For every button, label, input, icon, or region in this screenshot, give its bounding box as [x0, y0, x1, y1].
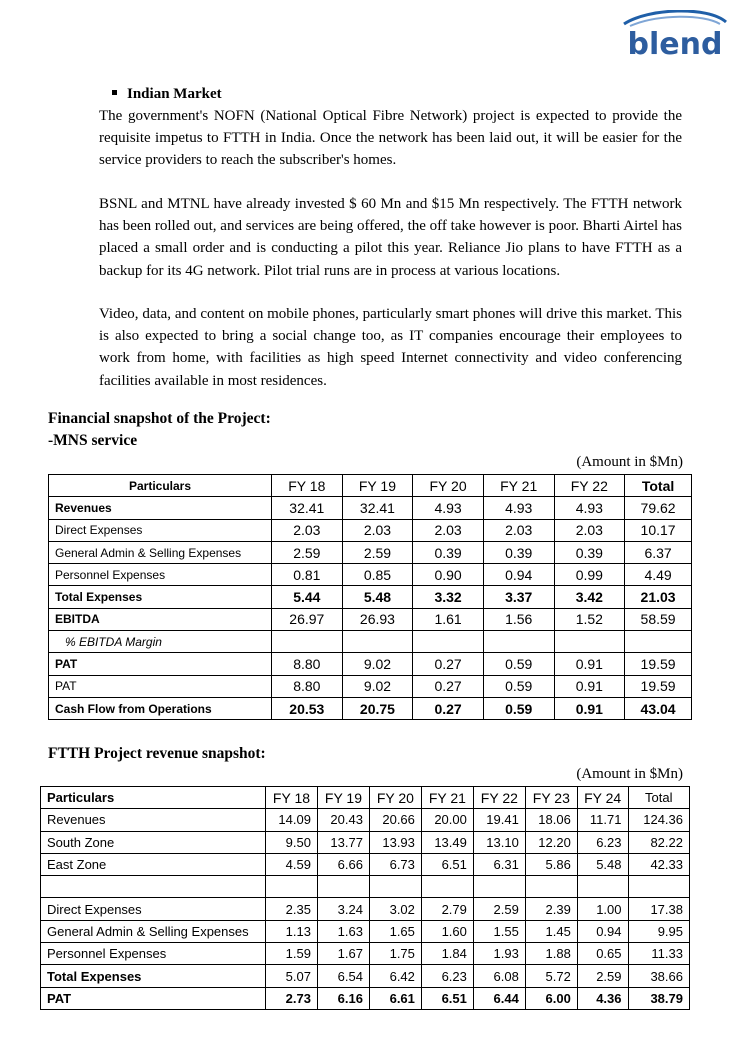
table-cell: [421, 876, 473, 898]
table-cell: 4.59: [266, 853, 318, 875]
table-cell: 2.03: [554, 519, 625, 541]
table-cell: 3.02: [369, 898, 421, 920]
table-cell: 11.71: [577, 809, 628, 831]
table-cell: 43.04: [625, 697, 692, 719]
header-fy21: FY 21: [421, 787, 473, 809]
table-cell: [369, 876, 421, 898]
table-cell: [577, 876, 628, 898]
table-cell: 0.81: [272, 564, 343, 586]
table-cell: 0.91: [554, 653, 625, 675]
ftth-snapshot-heading: FTTH Project revenue snapshot:: [48, 745, 266, 762]
row-label: PAT: [41, 987, 266, 1009]
table-cell: 6.66: [317, 853, 369, 875]
table-cell: 0.39: [413, 541, 484, 563]
table-cell: 0.90: [413, 564, 484, 586]
table-row: [49, 519, 692, 541]
header-total: Total: [628, 787, 690, 809]
table-row: [41, 853, 690, 875]
table-cell: 82.22: [628, 831, 690, 853]
table-row: [41, 876, 690, 898]
table-cell: 32.41: [342, 497, 413, 519]
table-cell: 18.06: [525, 809, 577, 831]
table-row: [41, 920, 690, 942]
table-cell: 4.93: [483, 497, 554, 519]
amount-note-mns: (Amount in $Mn): [576, 454, 683, 470]
table-cell: 9.02: [342, 675, 413, 697]
paragraph-1: The government's NOFN (National Optical Fibre Network) project is expected to provide the requisite impetus to FTTH in India. Once the network has been laid out, it will be easier for the service providers to reach the subscriber's homes.: [99, 108, 682, 169]
row-label: General Admin & Selling Expenses: [41, 920, 266, 942]
table-cell: 2.59: [342, 541, 413, 563]
table-cell: 1.75: [369, 943, 421, 965]
table-cell: 6.54: [317, 965, 369, 987]
table-cell: 58.59: [625, 608, 692, 630]
table-header-row: [41, 787, 690, 809]
row-label: East Zone: [41, 853, 266, 875]
table-cell: 3.32: [413, 586, 484, 608]
header-total: Total: [625, 475, 692, 497]
table-cell: 26.97: [272, 608, 343, 630]
table-header-row: [49, 475, 692, 497]
header-particulars: Particulars: [49, 475, 272, 497]
table-cell: [272, 631, 343, 653]
table-cell: 20.66: [369, 809, 421, 831]
logo-text: blend: [627, 27, 723, 60]
table-cell: [625, 631, 692, 653]
row-label: Direct Expenses: [49, 519, 272, 541]
table-cell: 42.33: [628, 853, 690, 875]
table-cell: 6.44: [473, 987, 525, 1009]
table-cell: [266, 876, 318, 898]
table-cell: 0.27: [413, 653, 484, 675]
table-cell: 0.59: [483, 697, 554, 719]
table-cell: 2.03: [483, 519, 554, 541]
table-cell: 0.39: [554, 541, 625, 563]
table-cell: [554, 631, 625, 653]
row-label: Personnel Expenses: [41, 943, 266, 965]
table-cell: 1.65: [369, 920, 421, 942]
header-fy19: FY 19: [317, 787, 369, 809]
table-cell: 38.79: [628, 987, 690, 1009]
table-cell: 10.17: [625, 519, 692, 541]
table-cell: 2.03: [342, 519, 413, 541]
table-cell: 1.13: [266, 920, 318, 942]
table-cell: 5.48: [577, 853, 628, 875]
table-cell: 5.48: [342, 586, 413, 608]
table-row: [49, 564, 692, 586]
header-fy18: FY 18: [272, 475, 343, 497]
table-cell: 1.88: [525, 943, 577, 965]
table-row: [41, 943, 690, 965]
header-particulars: Particulars: [41, 787, 266, 809]
table-cell: 20.53: [272, 697, 343, 719]
table-cell: 0.65: [577, 943, 628, 965]
table-cell: 11.33: [628, 943, 690, 965]
row-label: [41, 876, 266, 898]
table-cell: 0.27: [413, 697, 484, 719]
table-cell: [317, 876, 369, 898]
table-cell: 124.36: [628, 809, 690, 831]
table-cell: 6.51: [421, 853, 473, 875]
table-cell: 2.59: [577, 965, 628, 987]
table-row: [41, 831, 690, 853]
table-cell: [342, 631, 413, 653]
table-cell: 6.51: [421, 987, 473, 1009]
table-cell: 26.93: [342, 608, 413, 630]
table-cell: 5.07: [266, 965, 318, 987]
table-cell: 6.23: [421, 965, 473, 987]
paragraph-3: Video, data, and content on mobile phones, particularly smart phones will drive this market. This is also expected to bring a social change too, as IT companies encourage their employees to work from home, with facilities as high speed Internet connectivity and video conferencing facilities available in most residences.: [99, 306, 682, 389]
table-cell: 13.93: [369, 831, 421, 853]
table-cell: 1.61: [413, 608, 484, 630]
ftth-revenue-table: [40, 786, 690, 1010]
table-cell: 20.75: [342, 697, 413, 719]
table-cell: 19.59: [625, 675, 692, 697]
table-cell: 4.36: [577, 987, 628, 1009]
table-cell: 6.73: [369, 853, 421, 875]
table-cell: 6.08: [473, 965, 525, 987]
row-label: Total Expenses: [41, 965, 266, 987]
table-cell: 19.41: [473, 809, 525, 831]
table-cell: 6.31: [473, 853, 525, 875]
table-cell: 1.55: [473, 920, 525, 942]
company-logo: [618, 10, 732, 60]
header-fy23: FY 23: [525, 787, 577, 809]
table-cell: 6.00: [525, 987, 577, 1009]
table-cell: 1.84: [421, 943, 473, 965]
header-fy20: FY 20: [369, 787, 421, 809]
table-cell: 0.94: [483, 564, 554, 586]
table-cell: 2.03: [272, 519, 343, 541]
table-cell: 38.66: [628, 965, 690, 987]
row-label: Total Expenses: [49, 586, 272, 608]
table-cell: 2.59: [473, 898, 525, 920]
table-row: [49, 497, 692, 519]
table-cell: 2.35: [266, 898, 318, 920]
table-row: [49, 631, 692, 653]
table-cell: 3.37: [483, 586, 554, 608]
table-cell: 0.59: [483, 653, 554, 675]
table-row: [41, 809, 690, 831]
table-cell: 4.93: [554, 497, 625, 519]
header-fy19: FY 19: [342, 475, 413, 497]
header-fy22: FY 22: [554, 475, 625, 497]
row-label: Revenues: [49, 497, 272, 519]
table-cell: 4.93: [413, 497, 484, 519]
row-label: PAT: [49, 653, 272, 675]
table-cell: 0.85: [342, 564, 413, 586]
table-cell: 2.73: [266, 987, 318, 1009]
table-cell: 9.02: [342, 653, 413, 675]
financial-snapshot-heading: Financial snapshot of the Project:: [48, 410, 271, 427]
table-cell: 6.23: [577, 831, 628, 853]
table-cell: 0.91: [554, 675, 625, 697]
amount-note-ftth: (Amount in $Mn): [576, 766, 683, 782]
table-cell: 8.80: [272, 653, 343, 675]
row-label: Personnel Expenses: [49, 564, 272, 586]
table-cell: 13.77: [317, 831, 369, 853]
table-cell: 1.63: [317, 920, 369, 942]
table-cell: [413, 631, 484, 653]
table-cell: 1.60: [421, 920, 473, 942]
table-cell: 5.86: [525, 853, 577, 875]
row-label: Cash Flow from Operations: [49, 697, 272, 719]
bullet-icon: [112, 90, 117, 95]
paragraph-2: BSNL and MTNL have already invested $ 60 Mn and $15 Mn respectively. The FTTH network has been rolled out, and services are being offered, the off take however is poor. Bharti Airtel has placed a small order and is conducting a pilot this year. Reliance Jio plans to have FTTH as a backup for its 4G network. Pilot trial runs are in process at various locations.: [99, 196, 682, 279]
table-row: [49, 653, 692, 675]
table-cell: 0.59: [483, 675, 554, 697]
mns-financial-table: [48, 474, 692, 720]
table-cell: 0.39: [483, 541, 554, 563]
table-row: [49, 586, 692, 608]
row-label: South Zone: [41, 831, 266, 853]
table-cell: [525, 876, 577, 898]
table-cell: 79.62: [625, 497, 692, 519]
table-row: [41, 987, 690, 1009]
header-fy24: FY 24: [577, 787, 628, 809]
row-label: % EBITDA Margin: [49, 631, 272, 653]
table-cell: 3.24: [317, 898, 369, 920]
table-row: [49, 675, 692, 697]
table-cell: 2.79: [421, 898, 473, 920]
table-cell: 4.49: [625, 564, 692, 586]
table-cell: 13.10: [473, 831, 525, 853]
table-cell: 5.72: [525, 965, 577, 987]
table-cell: 0.94: [577, 920, 628, 942]
table-cell: [473, 876, 525, 898]
table-row: [49, 697, 692, 719]
table-cell: 3.42: [554, 586, 625, 608]
row-label: General Admin & Selling Expenses: [49, 541, 272, 563]
table-row: [41, 965, 690, 987]
table-cell: 20.43: [317, 809, 369, 831]
table-cell: 32.41: [272, 497, 343, 519]
row-label: EBITDA: [49, 608, 272, 630]
table-cell: 20.00: [421, 809, 473, 831]
table-cell: 2.59: [272, 541, 343, 563]
table-cell: 1.67: [317, 943, 369, 965]
mns-service-heading: -MNS service: [48, 432, 138, 449]
row-label: Revenues: [41, 809, 266, 831]
table-cell: 8.80: [272, 675, 343, 697]
row-label: Direct Expenses: [41, 898, 266, 920]
table-cell: 6.37: [625, 541, 692, 563]
table-cell: 12.20: [525, 831, 577, 853]
table-cell: 14.09: [266, 809, 318, 831]
table-cell: 2.39: [525, 898, 577, 920]
table-cell: 1.56: [483, 608, 554, 630]
table-row: [49, 608, 692, 630]
header-fy20: FY 20: [413, 475, 484, 497]
table-cell: 6.16: [317, 987, 369, 1009]
header-fy21: FY 21: [483, 475, 554, 497]
table-cell: 0.99: [554, 564, 625, 586]
table-cell: 9.95: [628, 920, 690, 942]
section-heading-indian-market: Indian Market: [112, 86, 222, 103]
table-cell: [483, 631, 554, 653]
table-cell: 17.38: [628, 898, 690, 920]
table-cell: 19.59: [625, 653, 692, 675]
table-cell: 1.00: [577, 898, 628, 920]
table-cell: 21.03: [625, 586, 692, 608]
table-cell: 6.61: [369, 987, 421, 1009]
table-cell: 13.49: [421, 831, 473, 853]
table-cell: 2.03: [413, 519, 484, 541]
table-cell: 5.44: [272, 586, 343, 608]
row-label: PAT: [49, 675, 272, 697]
header-fy18: FY 18: [266, 787, 318, 809]
table-row: [49, 541, 692, 563]
header-fy22: FY 22: [473, 787, 525, 809]
table-row: [41, 898, 690, 920]
table-cell: 1.59: [266, 943, 318, 965]
table-cell: 1.45: [525, 920, 577, 942]
table-cell: 0.27: [413, 675, 484, 697]
table-cell: 9.50: [266, 831, 318, 853]
table-cell: 6.42: [369, 965, 421, 987]
table-cell: 1.93: [473, 943, 525, 965]
table-cell: 0.91: [554, 697, 625, 719]
table-cell: 1.52: [554, 608, 625, 630]
table-cell: [628, 876, 690, 898]
